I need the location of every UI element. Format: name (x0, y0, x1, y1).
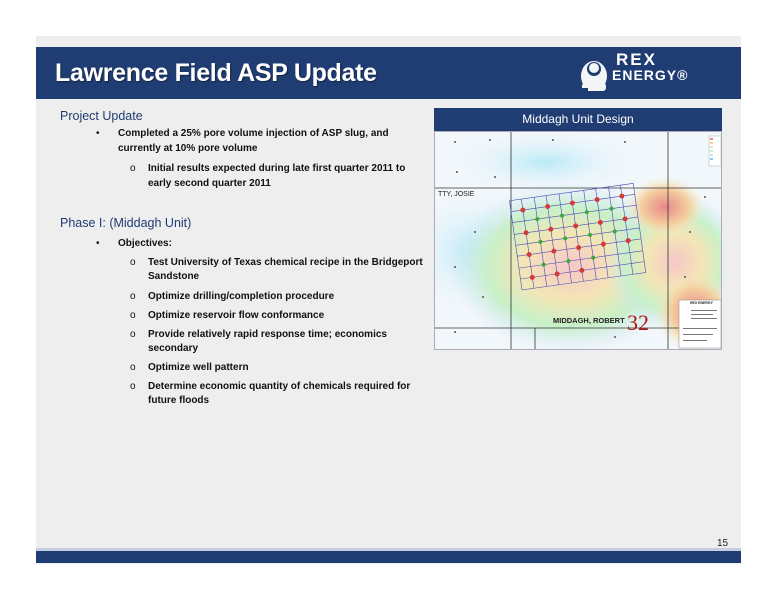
objective-text: Determine economic quantity of chemicals required for (148, 381, 411, 392)
logo-rex: REX (616, 50, 657, 69)
objective-text: Provide relatively rapid response time; economics (148, 329, 387, 340)
sub-bullet-marker: o (130, 362, 136, 373)
slide-title: Lawrence Field ASP Update (55, 59, 377, 87)
sub-bullet-marker: o (130, 329, 136, 340)
objective-text-cont: Sandstone (148, 271, 200, 282)
project-update-heading: Project Update (60, 109, 143, 123)
objective-text: Test University of Texas chemical recipe in the Bridgeport (148, 257, 423, 268)
bullet-text: Completed a 25% pore volume injection of ASP slug, and (118, 128, 389, 139)
sub-bullet-text: Initial results expected during late first quarter 2011 to (148, 163, 406, 174)
phase1-heading: Phase I: (Middagh Unit) (60, 216, 192, 230)
page-number: 15 (717, 538, 729, 549)
objective-text-cont: future floods (148, 395, 210, 406)
bullet-marker: • (96, 238, 100, 249)
objectives-label: Objectives: (118, 238, 172, 249)
logo-energy: ENERGY® (612, 67, 689, 83)
objective-text: Optimize reservoir flow conformance (148, 310, 325, 321)
objective-text: Optimize well pattern (148, 362, 249, 373)
sub-bullet-marker: o (130, 291, 136, 302)
sub-bullet-marker: o (130, 310, 136, 321)
contour-area (455, 132, 635, 192)
sub-bullet-text-cont: early second quarter 2011 (148, 178, 271, 189)
footer-bar (36, 551, 741, 563)
map-label-josie: TTY, JOSIE (438, 191, 475, 198)
map-legend-title: REX ENERGY (690, 301, 713, 305)
map-section-number: 32 (627, 310, 649, 335)
map-title: Middagh Unit Design (434, 108, 722, 131)
objective-text-cont: secondary (148, 343, 199, 354)
objective-text: Optimize drilling/completion procedure (148, 291, 335, 302)
map-label-middagh: MIDDAGH, ROBERT (553, 316, 625, 325)
sub-bullet-marker: o (130, 257, 136, 268)
sub-bullet-marker: o (130, 163, 136, 174)
middagh-unit-map (434, 131, 722, 350)
bullet-marker: • (96, 128, 100, 139)
bullet-text-cont: currently at 10% pore volume (118, 143, 258, 154)
sub-bullet-marker: o (130, 381, 136, 392)
